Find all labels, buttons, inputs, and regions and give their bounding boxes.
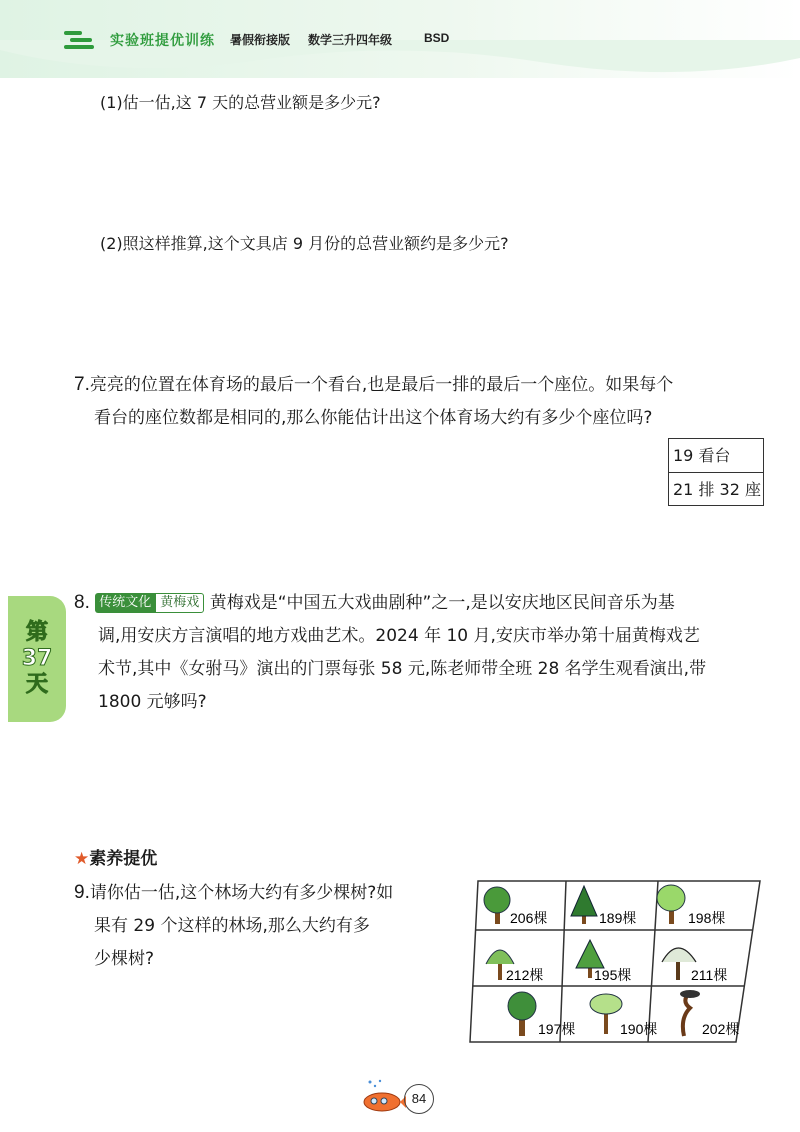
seat-box-stand: 19 看台 xyxy=(669,439,763,473)
q8-line1: 黄梅戏是“中国五大戏曲剧种”之一,是以安庆地区民间音乐为基 xyxy=(209,593,675,613)
q8-number: 8. xyxy=(74,592,90,613)
q9-line3: 少棵树? xyxy=(94,949,155,969)
day-side-tab-text xyxy=(8,620,66,698)
forest-grid xyxy=(468,878,768,1048)
q7-line1: 亮亮的位置在体育场的最后一个看台,也是最后一排的最后一个座位。如果每个 xyxy=(89,375,674,395)
bonsai-tree-icon xyxy=(680,990,700,1036)
q9-line1: 请你估一估,这个林场大约有多少棵树?如 xyxy=(89,883,394,903)
forest-cell-label: 195棵 xyxy=(594,967,632,983)
q8-line2: 调,用安庆方言演唱的地方戏曲艺术。2024 年 10 月,安庆市举办第十届黄梅戏艺 xyxy=(98,626,700,646)
q9-number: 9. xyxy=(74,882,90,903)
forest-grid-border xyxy=(470,881,760,1042)
q9-line2: 果有 29 个这样的林场,那么大约有多 xyxy=(94,916,370,936)
header-edition: 暑假衔接版 xyxy=(230,33,291,47)
round-tree-icon xyxy=(484,887,510,924)
side-tab-line1: 第 xyxy=(25,620,48,645)
tag-huangmei-opera: 黄梅戏 xyxy=(155,593,204,613)
header-code: BSD xyxy=(424,31,450,45)
forest-cell-label: 189棵 xyxy=(599,910,637,926)
section-heading xyxy=(74,844,157,869)
header-brand: 实验班提优训练 xyxy=(110,33,215,49)
q8-line4: 1800 元够吗? xyxy=(98,692,207,712)
side-tab-line3: 天 xyxy=(25,672,48,697)
q6-part1: (1)估一估,这 7 天的总营业额是多少元? xyxy=(100,93,381,112)
pine-tree-icon xyxy=(571,886,597,924)
q6-part2: (2)照这样推算,这个文具店 9 月份的总营业额约是多少元? xyxy=(100,234,509,253)
q8-line3: 术节,其中《女驸马》演出的门票每张 58 元,陈老师带全班 28 名学生观看演出,带 xyxy=(98,659,707,679)
forest-cell-label: 190棵 xyxy=(620,1021,658,1037)
question-7 xyxy=(74,368,774,435)
question-8 xyxy=(74,586,774,719)
q7-number: 7. xyxy=(74,374,90,395)
seat-info-box xyxy=(668,438,764,506)
forest-cell-label: 206棵 xyxy=(510,910,548,926)
forest-cell-label: 202棵 xyxy=(702,1021,740,1037)
seat-box-row-seat: 21 排 32 座 xyxy=(673,480,761,499)
question-9 xyxy=(74,876,454,976)
light-tree-icon xyxy=(590,994,622,1034)
header-grade: 数学三升四年级 xyxy=(308,33,393,47)
light-tree-icon xyxy=(657,885,685,924)
brand-logo-icon xyxy=(62,29,98,51)
round-tree-icon xyxy=(508,992,536,1036)
tag-traditional-culture: 传统文化 xyxy=(95,593,155,613)
submarine-fish-icon xyxy=(358,1078,406,1114)
forest-cell-label: 212棵 xyxy=(506,967,544,983)
forest-cell-label: 198棵 xyxy=(688,910,726,926)
forest-cell-label: 197棵 xyxy=(538,1021,576,1037)
page-number: 84 xyxy=(404,1084,434,1114)
star-icon: ★ xyxy=(74,849,90,869)
section-title: 素养提优 xyxy=(89,849,158,869)
q7-line2: 看台的座位数都是相同的,那么你能估计出这个体育场大约有多少个座位吗? xyxy=(94,408,653,428)
side-tab-line2: 37 xyxy=(21,646,53,671)
forest-cell-label: 211棵 xyxy=(691,967,728,983)
day-side-tab xyxy=(8,596,66,722)
